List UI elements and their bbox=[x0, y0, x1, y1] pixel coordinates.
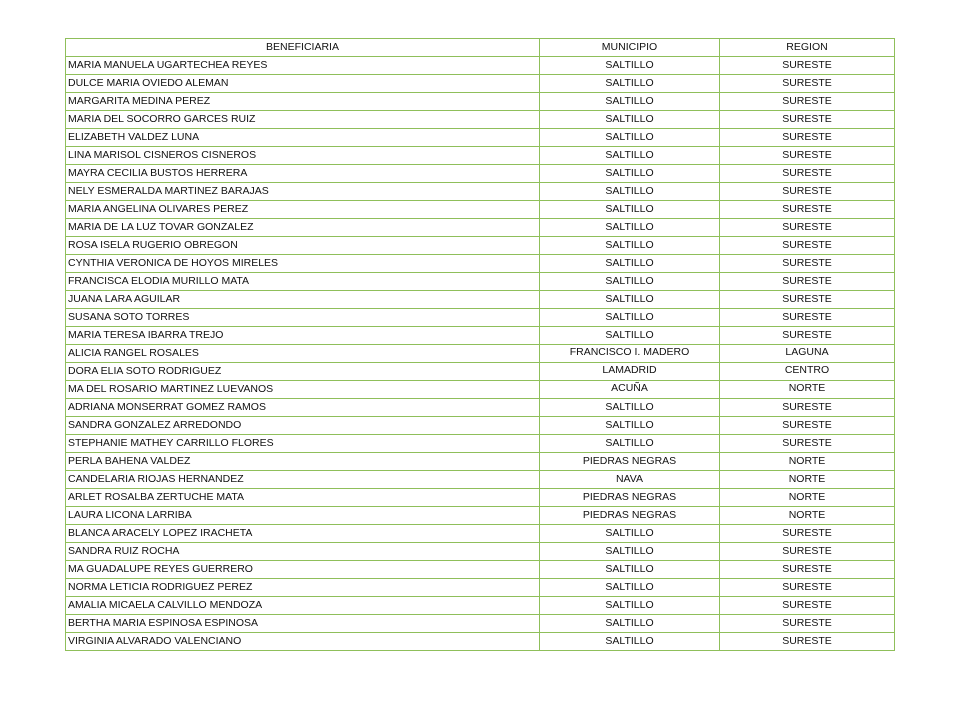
beneficiaria-cell: BLANCA ARACELY LOPEZ IRACHETA bbox=[66, 525, 540, 543]
table-row bbox=[66, 237, 895, 255]
municipio-cell: SALTILLO bbox=[540, 129, 720, 147]
beneficiaria-cell: MARIA DE LA LUZ TOVAR GONZALEZ bbox=[66, 219, 540, 237]
table-row bbox=[66, 327, 895, 345]
region-cell: SURESTE bbox=[720, 615, 895, 633]
table-row bbox=[66, 615, 895, 633]
region-cell: SURESTE bbox=[720, 129, 895, 147]
table-row bbox=[66, 633, 895, 651]
municipio-cell: SALTILLO bbox=[540, 327, 720, 345]
region-cell: SURESTE bbox=[720, 579, 895, 597]
beneficiaria-cell: MA DEL ROSARIO MARTINEZ LUEVANOS bbox=[66, 381, 540, 399]
region-cell: SURESTE bbox=[720, 93, 895, 111]
beneficiaria-cell: MARIA TERESA IBARRA TREJO bbox=[66, 327, 540, 345]
beneficiaria-cell: DORA ELIA SOTO RODRIGUEZ bbox=[66, 363, 540, 381]
municipio-cell: SALTILLO bbox=[540, 255, 720, 273]
region-cell: SURESTE bbox=[720, 273, 895, 291]
table-row bbox=[66, 417, 895, 435]
beneficiaria-cell: LINA MARISOL CISNEROS CISNEROS bbox=[66, 147, 540, 165]
region-cell: NORTE bbox=[720, 489, 895, 507]
municipio-cell: SALTILLO bbox=[540, 57, 720, 75]
beneficiaria-cell: VIRGINIA ALVARADO VALENCIANO bbox=[66, 633, 540, 651]
region-cell: SURESTE bbox=[720, 525, 895, 543]
region-cell: NORTE bbox=[720, 507, 895, 525]
municipio-cell: SALTILLO bbox=[540, 111, 720, 129]
table-row bbox=[66, 579, 895, 597]
table-row bbox=[66, 183, 895, 201]
table-row bbox=[66, 543, 895, 561]
table-row bbox=[66, 111, 895, 129]
header-region: REGION bbox=[720, 39, 895, 57]
table-row bbox=[66, 489, 895, 507]
beneficiaria-cell: NORMA LETICIA RODRIGUEZ PEREZ bbox=[66, 579, 540, 597]
beneficiaria-cell: SUSANA SOTO TORRES bbox=[66, 309, 540, 327]
municipio-cell: SALTILLO bbox=[540, 525, 720, 543]
table-row bbox=[66, 201, 895, 219]
table-row bbox=[66, 507, 895, 525]
beneficiaria-cell: CYNTHIA VERONICA DE HOYOS MIRELES bbox=[66, 255, 540, 273]
region-cell: NORTE bbox=[720, 471, 895, 489]
beneficiaria-cell: BERTHA MARIA ESPINOSA ESPINOSA bbox=[66, 615, 540, 633]
table-body bbox=[66, 57, 895, 651]
region-cell: SURESTE bbox=[720, 327, 895, 345]
municipio-cell: SALTILLO bbox=[540, 201, 720, 219]
region-cell: SURESTE bbox=[720, 633, 895, 651]
header-municipio: MUNICIPIO bbox=[540, 39, 720, 57]
municipio-cell: ACUÑA bbox=[540, 381, 720, 399]
municipio-cell: SALTILLO bbox=[540, 291, 720, 309]
region-cell: SURESTE bbox=[720, 543, 895, 561]
region-cell: SURESTE bbox=[720, 147, 895, 165]
municipio-cell: PIEDRAS NEGRAS bbox=[540, 489, 720, 507]
municipio-cell: SALTILLO bbox=[540, 165, 720, 183]
table-row bbox=[66, 219, 895, 237]
municipio-cell: SALTILLO bbox=[540, 273, 720, 291]
beneficiaria-cell: MA GUADALUPE REYES GUERRERO bbox=[66, 561, 540, 579]
beneficiaria-cell: NELY ESMERALDA MARTINEZ BARAJAS bbox=[66, 183, 540, 201]
region-cell: LAGUNA bbox=[720, 345, 895, 363]
beneficiaria-cell: SANDRA RUIZ ROCHA bbox=[66, 543, 540, 561]
region-cell: SURESTE bbox=[720, 165, 895, 183]
table-row bbox=[66, 75, 895, 93]
table-row bbox=[66, 345, 895, 363]
beneficiaria-cell: ELIZABETH VALDEZ LUNA bbox=[66, 129, 540, 147]
table-row bbox=[66, 57, 895, 75]
region-cell: SURESTE bbox=[720, 219, 895, 237]
table-row bbox=[66, 525, 895, 543]
region-cell: SURESTE bbox=[720, 255, 895, 273]
header-row bbox=[66, 39, 895, 57]
municipio-cell: SALTILLO bbox=[540, 633, 720, 651]
table-row bbox=[66, 435, 895, 453]
municipio-cell: SALTILLO bbox=[540, 219, 720, 237]
beneficiaries-table bbox=[65, 38, 895, 651]
table-row bbox=[66, 255, 895, 273]
municipio-cell: FRANCISCO I. MADERO bbox=[540, 345, 720, 363]
beneficiaria-cell: LAURA LICONA LARRIBA bbox=[66, 507, 540, 525]
municipio-cell: PIEDRAS NEGRAS bbox=[540, 507, 720, 525]
region-cell: CENTRO bbox=[720, 363, 895, 381]
municipio-cell: SALTILLO bbox=[540, 435, 720, 453]
table-row bbox=[66, 165, 895, 183]
region-cell: NORTE bbox=[720, 453, 895, 471]
region-cell: SURESTE bbox=[720, 309, 895, 327]
municipio-cell: SALTILLO bbox=[540, 615, 720, 633]
beneficiaria-cell: MARIA MANUELA UGARTECHEA REYES bbox=[66, 57, 540, 75]
region-cell: SURESTE bbox=[720, 417, 895, 435]
beneficiaria-cell: PERLA BAHENA VALDEZ bbox=[66, 453, 540, 471]
table-row bbox=[66, 129, 895, 147]
municipio-cell: SALTILLO bbox=[540, 543, 720, 561]
table-row bbox=[66, 597, 895, 615]
region-cell: SURESTE bbox=[720, 435, 895, 453]
table-row bbox=[66, 399, 895, 417]
region-cell: SURESTE bbox=[720, 57, 895, 75]
municipio-cell: SALTILLO bbox=[540, 579, 720, 597]
beneficiaria-cell: CANDELARIA RIOJAS HERNANDEZ bbox=[66, 471, 540, 489]
municipio-cell: SALTILLO bbox=[540, 309, 720, 327]
region-cell: SURESTE bbox=[720, 111, 895, 129]
beneficiaria-cell: FRANCISCA ELODIA MURILLO MATA bbox=[66, 273, 540, 291]
region-cell: SURESTE bbox=[720, 561, 895, 579]
beneficiaria-cell: SANDRA GONZALEZ ARREDONDO bbox=[66, 417, 540, 435]
municipio-cell: SALTILLO bbox=[540, 183, 720, 201]
beneficiaria-cell: MARGARITA MEDINA PEREZ bbox=[66, 93, 540, 111]
header-beneficiaria: BENEFICIARIA bbox=[66, 39, 540, 57]
region-cell: SURESTE bbox=[720, 399, 895, 417]
table-row bbox=[66, 381, 895, 399]
municipio-cell: SALTILLO bbox=[540, 147, 720, 165]
municipio-cell: NAVA bbox=[540, 471, 720, 489]
table-row bbox=[66, 291, 895, 309]
table-row bbox=[66, 561, 895, 579]
table-row bbox=[66, 363, 895, 381]
beneficiaria-cell: ALICIA RANGEL ROSALES bbox=[66, 345, 540, 363]
region-cell: SURESTE bbox=[720, 291, 895, 309]
beneficiaria-cell: AMALIA MICAELA CALVILLO MENDOZA bbox=[66, 597, 540, 615]
table-row bbox=[66, 309, 895, 327]
beneficiaria-cell: DULCE MARIA OVIEDO ALEMAN bbox=[66, 75, 540, 93]
beneficiaria-cell: MARIA DEL SOCORRO GARCES RUIZ bbox=[66, 111, 540, 129]
table-row bbox=[66, 471, 895, 489]
beneficiaria-cell: MAYRA CECILIA BUSTOS HERRERA bbox=[66, 165, 540, 183]
municipio-cell: SALTILLO bbox=[540, 237, 720, 255]
beneficiaria-cell: ARLET ROSALBA ZERTUCHE MATA bbox=[66, 489, 540, 507]
beneficiaria-cell: ADRIANA MONSERRAT GOMEZ RAMOS bbox=[66, 399, 540, 417]
region-cell: SURESTE bbox=[720, 597, 895, 615]
region-cell: NORTE bbox=[720, 381, 895, 399]
table-row bbox=[66, 147, 895, 165]
beneficiaria-cell: ROSA ISELA RUGERIO OBREGON bbox=[66, 237, 540, 255]
beneficiaria-cell: STEPHANIE MATHEY CARRILLO FLORES bbox=[66, 435, 540, 453]
municipio-cell: SALTILLO bbox=[540, 399, 720, 417]
region-cell: SURESTE bbox=[720, 237, 895, 255]
municipio-cell: SALTILLO bbox=[540, 597, 720, 615]
table-row bbox=[66, 93, 895, 111]
region-cell: SURESTE bbox=[720, 201, 895, 219]
municipio-cell: LAMADRID bbox=[540, 363, 720, 381]
municipio-cell: SALTILLO bbox=[540, 417, 720, 435]
region-cell: SURESTE bbox=[720, 183, 895, 201]
municipio-cell: SALTILLO bbox=[540, 75, 720, 93]
beneficiaria-cell: MARIA ANGELINA OLIVARES PEREZ bbox=[66, 201, 540, 219]
municipio-cell: PIEDRAS NEGRAS bbox=[540, 453, 720, 471]
municipio-cell: SALTILLO bbox=[540, 561, 720, 579]
municipio-cell: SALTILLO bbox=[540, 93, 720, 111]
region-cell: SURESTE bbox=[720, 75, 895, 93]
beneficiaria-cell: JUANA LARA AGUILAR bbox=[66, 291, 540, 309]
table-row bbox=[66, 273, 895, 291]
table-row bbox=[66, 453, 895, 471]
